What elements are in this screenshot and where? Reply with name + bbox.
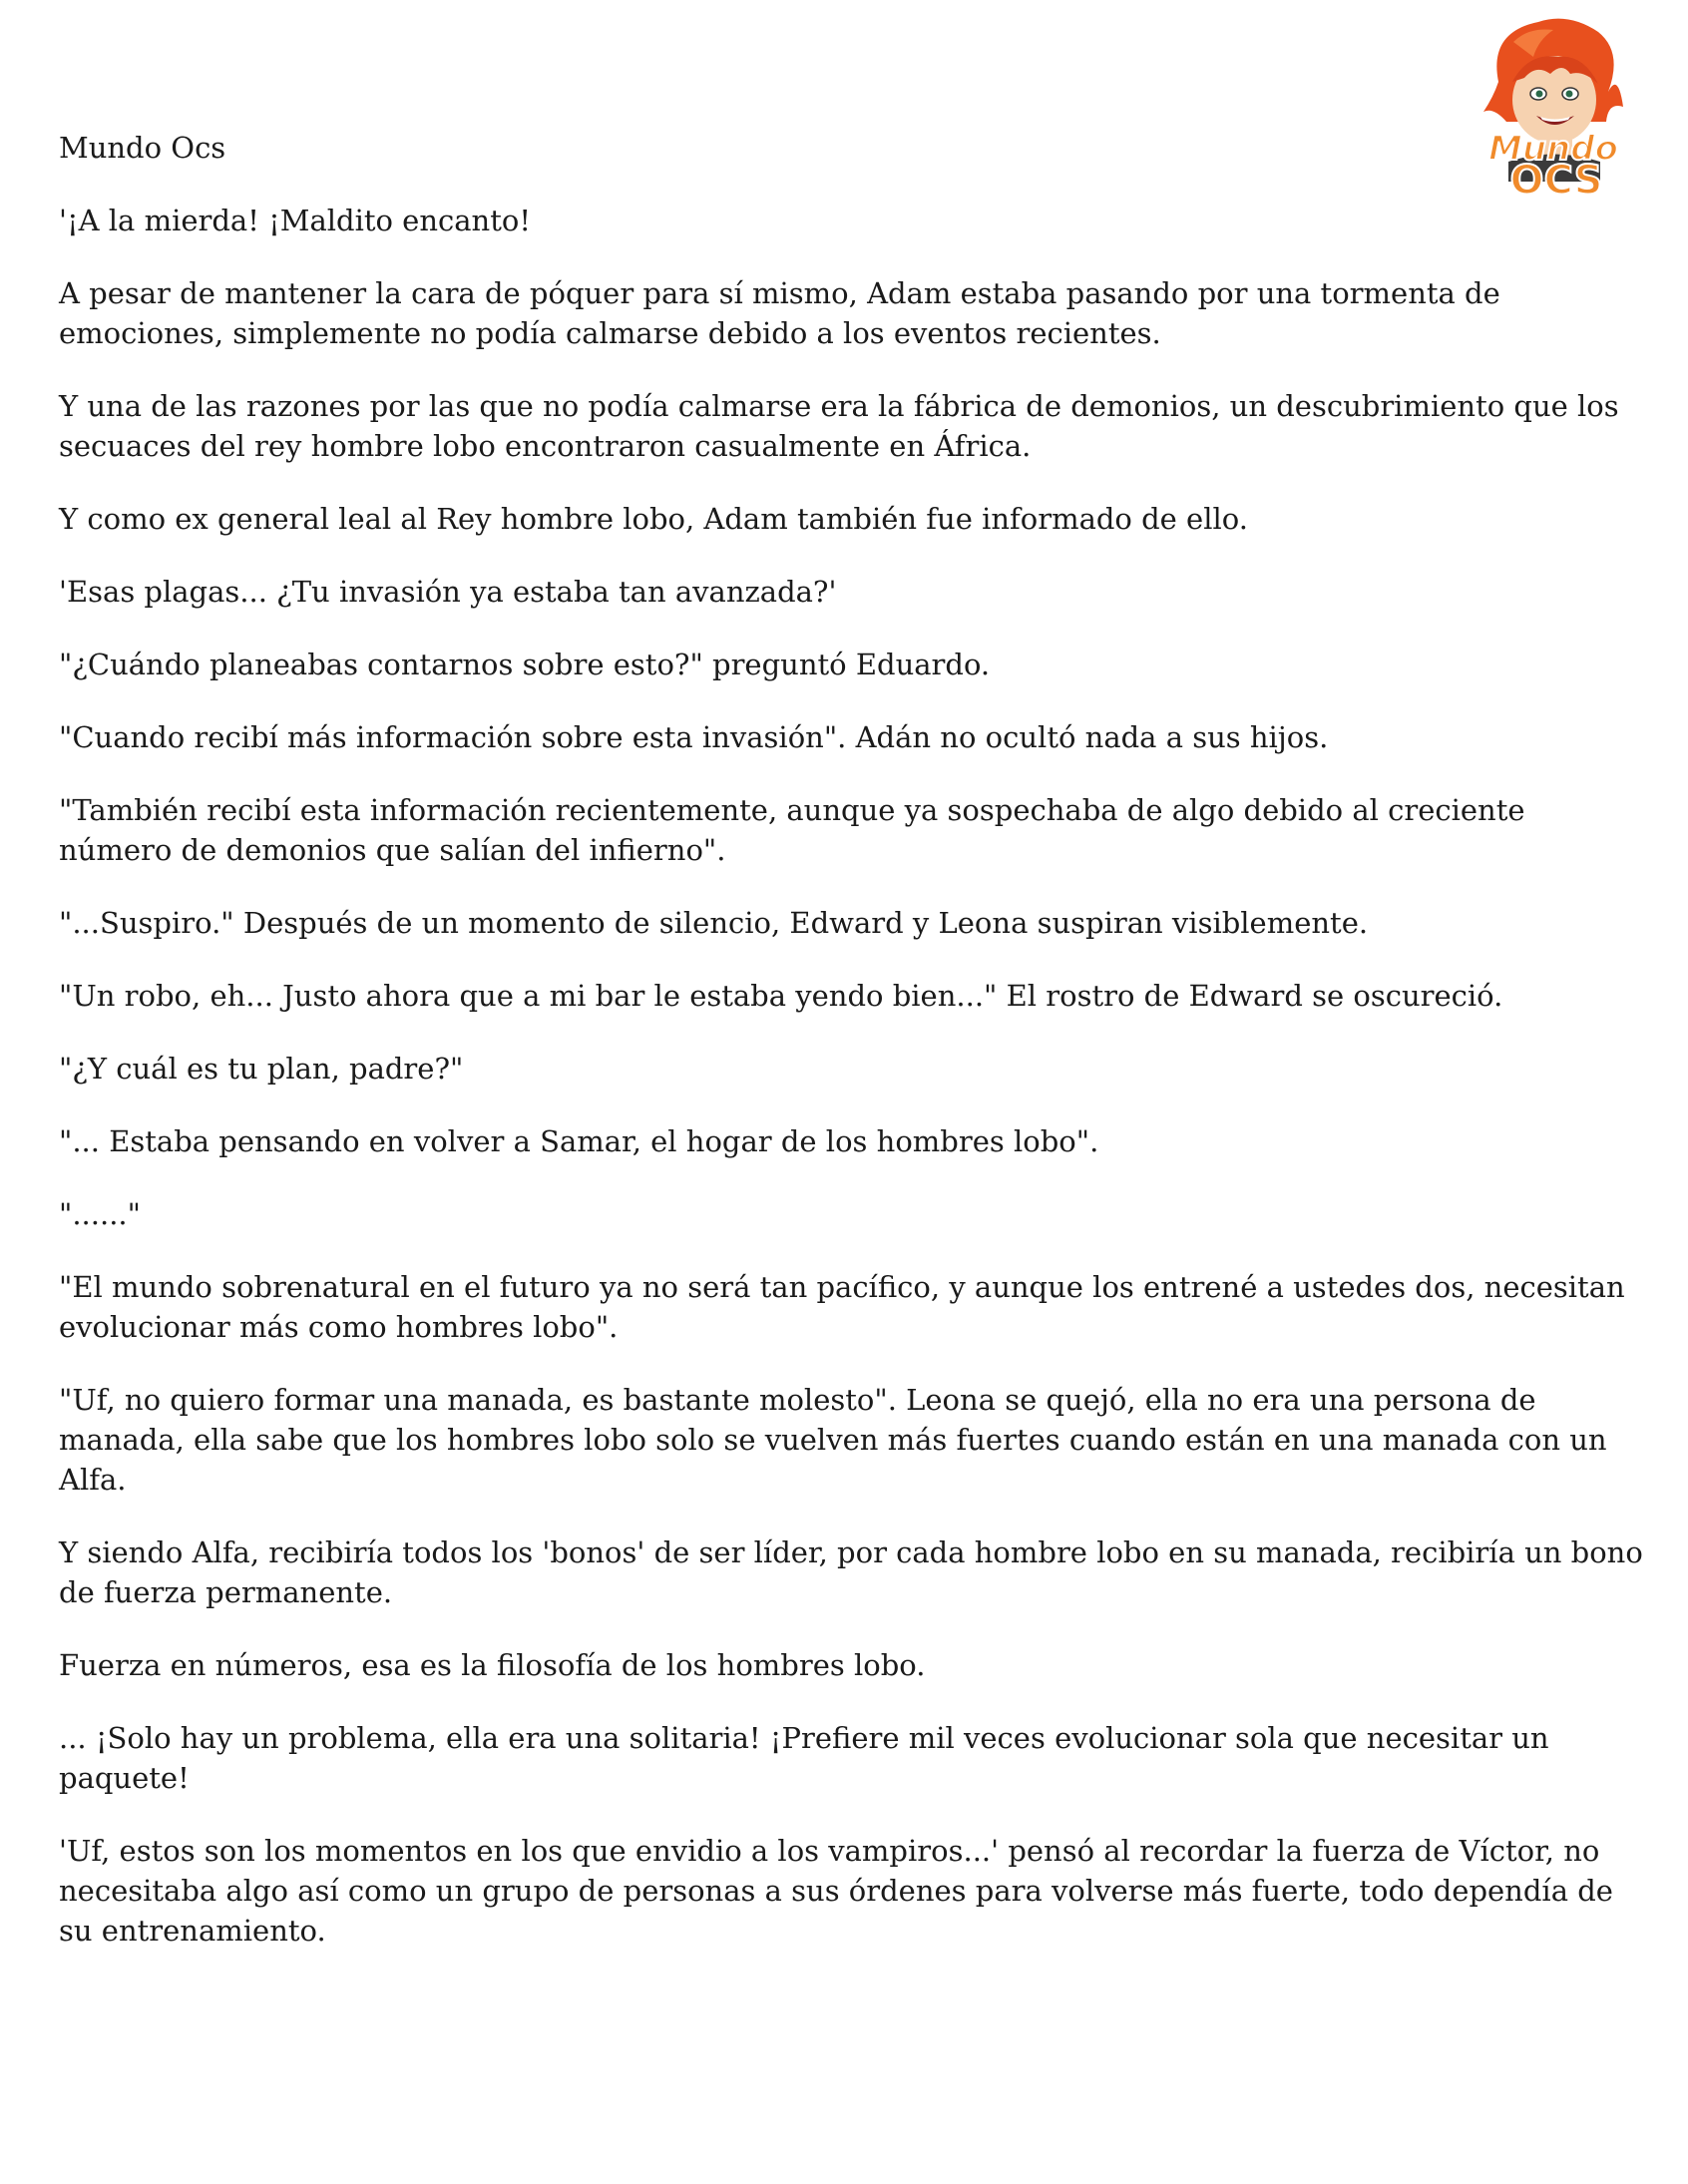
paragraph: '¡A la mierda! ¡Maldito encanto!	[59, 204, 531, 237]
paragraph: 'Uf, estos son los momentos en los que envidio a los vampiros...' pensó al recordar la fuerza de Víctor, no necesitaba algo así como un grupo de personas a sus órdenes para volverse más fuerte, todo dependía de su entrenamiento.	[59, 1834, 1613, 1948]
paragraph: Y siendo Alfa, recibiría todos los 'bonos' de ser líder, por cada hombre lobo en su manada, recibiría un bono de fuerza permanente.	[59, 1535, 1643, 1609]
logo-text-line1: Mundo	[1488, 129, 1618, 169]
paragraph: "También recibí esta información recientemente, aunque ya sospechaba de algo debido al creciente número de demonios que salían del infierno".	[59, 793, 1525, 867]
paragraph: "...Suspiro." Después de un momento de silencio, Edward y Leona suspiran visiblemente.	[59, 906, 1369, 940]
document-header: Mundo Ocs	[59, 131, 226, 165]
paragraph: "Uf, no quiero formar una manada, es bastante molesto". Leona se quejó, ella no era una persona de manada, ella sabe que los hombres lobo solo se vuelven más fuertes cuando están en una manada con un Alfa.	[59, 1383, 1607, 1497]
paragraph: "¿Y cuál es tu plan, padre?"	[59, 1052, 464, 1086]
paragraph: Y como ex general leal al Rey hombre lobo, Adam también fue informado de ello.	[59, 502, 1248, 536]
paragraph: "El mundo sobrenatural en el futuro ya no será tan pacífico, y aunque los entrené a ustedes dos, necesitan evolucionar más como hombres lobo".	[59, 1270, 1625, 1344]
paragraph: Fuerza en números, esa es la filosofía de los hombres lobo.	[59, 1648, 926, 1682]
paragraph: ... ¡Solo hay un problema, ella era una solitaria! ¡Prefiere mil veces evolucionar sola que necesitar un paquete!	[59, 1721, 1549, 1795]
paragraph: "... Estaba pensando en volver a Samar, el hogar de los hombres lobo".	[59, 1124, 1099, 1158]
paragraph: "¿Cuándo planeabas contarnos sobre esto?" preguntó Eduardo.	[59, 648, 991, 681]
logo-text-line2: OCS	[1509, 158, 1603, 202]
paragraph: Y una de las razones por las que no podía calmarse era la fábrica de demonios, un descubrimiento que los secuaces del rey hombre lobo encontraron casualmente en África.	[59, 389, 1619, 463]
paragraph: 'Esas plagas... ¿Tu invasión ya estaba tan avanzada?'	[59, 575, 837, 609]
paragraph: "Un robo, eh... Justo ahora que a mi bar le estaba yendo bien..." El rostro de Edward se oscureció.	[59, 979, 1503, 1013]
paragraph: "Cuando recibí más información sobre esta invasión". Adán no ocultó nada a sus hijos.	[59, 720, 1329, 754]
paragraph: "......"	[59, 1197, 141, 1231]
document-body	[59, 128, 1645, 1983]
paragraph: A pesar de mantener la cara de póquer para sí mismo, Adam estaba pasando por una tormenta de emociones, simplemente no podía calmarse debido a los eventos recientes.	[59, 276, 1500, 350]
